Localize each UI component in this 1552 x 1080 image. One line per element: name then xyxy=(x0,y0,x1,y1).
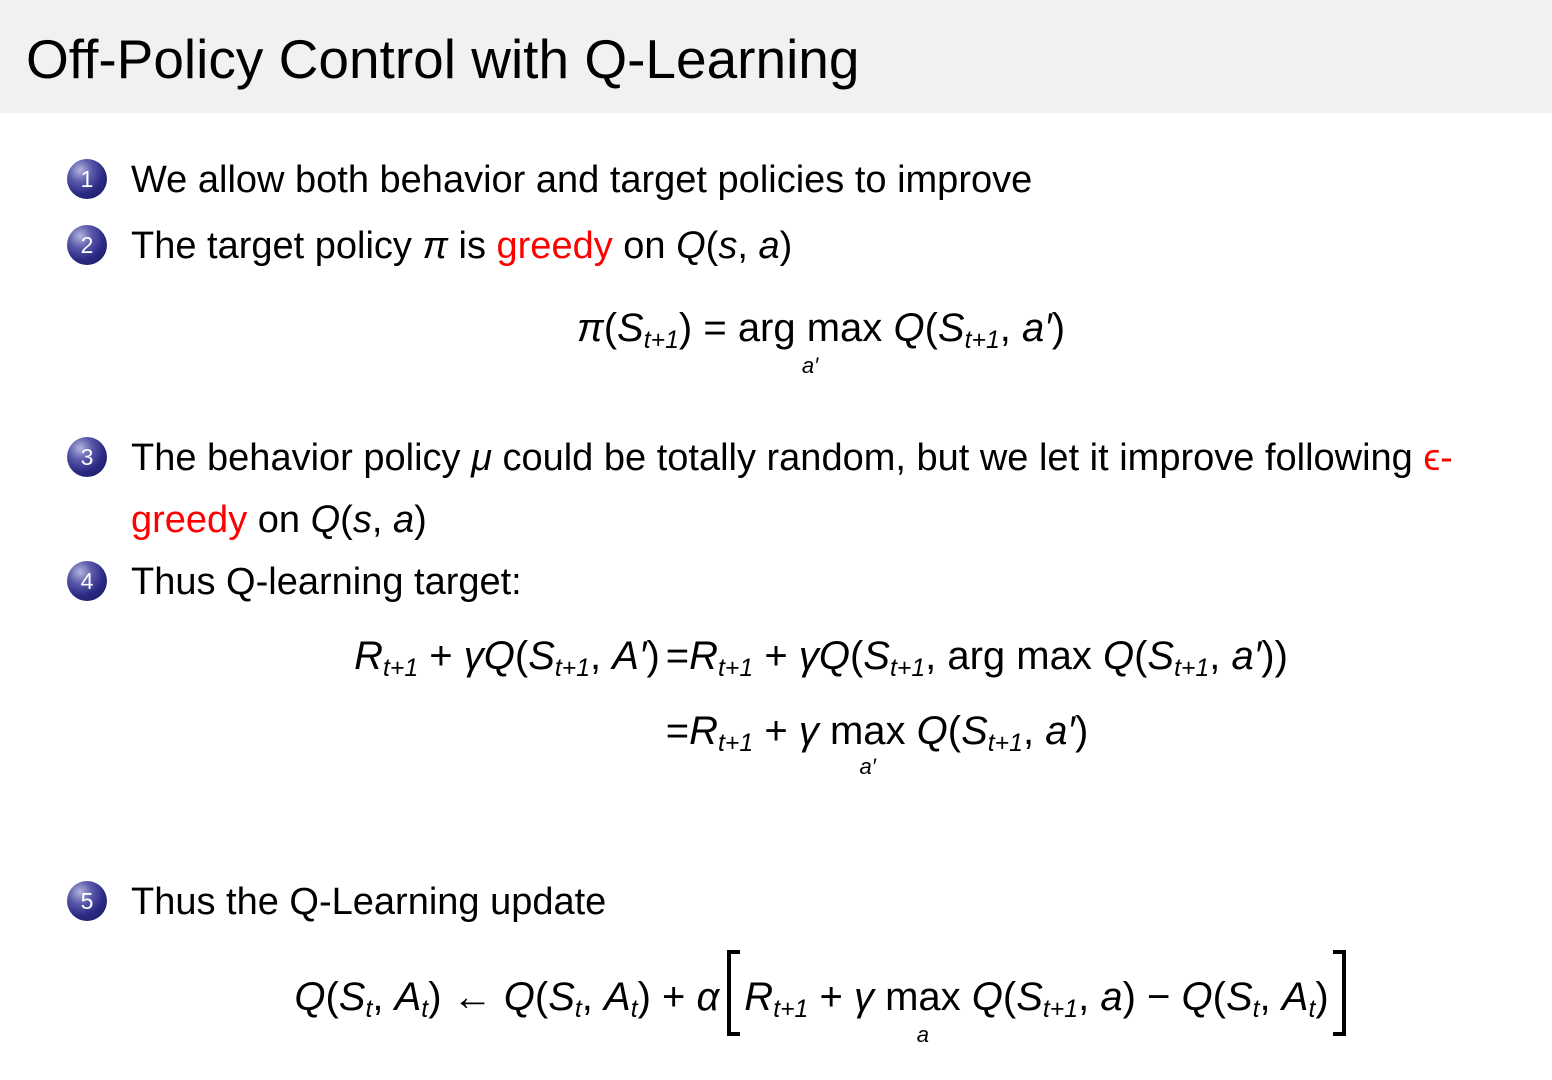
title-bar xyxy=(0,0,1552,113)
item-number-badge-3: 3 xyxy=(67,437,107,477)
item-number-badge-4: 4 xyxy=(67,561,107,601)
slide-title: Off-Policy Control with Q-Learning xyxy=(26,27,860,90)
item-text-2: The target policy π is greedy on Q(s, a) xyxy=(131,225,793,267)
item-text-1: We allow both behavior and target policies to improve xyxy=(131,159,1033,201)
item-number-badge-1: 1 xyxy=(67,159,107,199)
item-number-badge-2: 2 xyxy=(67,225,107,265)
equation-target-line1-rhs: =Rt+1 + γQ(St+1, arg max Q(St+1, a′)) xyxy=(665,634,1288,682)
equation-greedy-policy: π(St+1) = arg max a′ Q(St+1, a′) xyxy=(576,306,1066,378)
equation-target-line2-rhs: =Rt+1 + γ max a′ Q(St+1, a′) xyxy=(665,708,1089,779)
list-item-2 xyxy=(67,216,1522,278)
equation-target-line2-lhs xyxy=(354,703,660,777)
equation-target-line1-lhs: Rt+1 + γQ(St+1, A′) xyxy=(354,634,660,682)
list-item-1 xyxy=(67,150,1522,212)
list-item-5 xyxy=(67,872,1522,934)
item-text-3: The behavior policy μ could be totally random, but we let it improve following ϵ-greedy on Q(s, a) xyxy=(131,437,1453,541)
item-text-5: Thus the Q-Learning update xyxy=(131,881,607,923)
item-number-badge-5: 5 xyxy=(67,881,107,921)
list-item-3 xyxy=(67,428,1522,551)
equation-qlearning-update: Q(St, At) ← Q(St, At) + α Rt+1 + γ max a Q(St+1, a) − Q(St, At) xyxy=(130,950,1512,1045)
item-text-4: Thus Q-learning target: xyxy=(131,561,522,603)
list-item-4 xyxy=(67,552,1522,614)
equation-qlearning-target xyxy=(130,628,1512,779)
